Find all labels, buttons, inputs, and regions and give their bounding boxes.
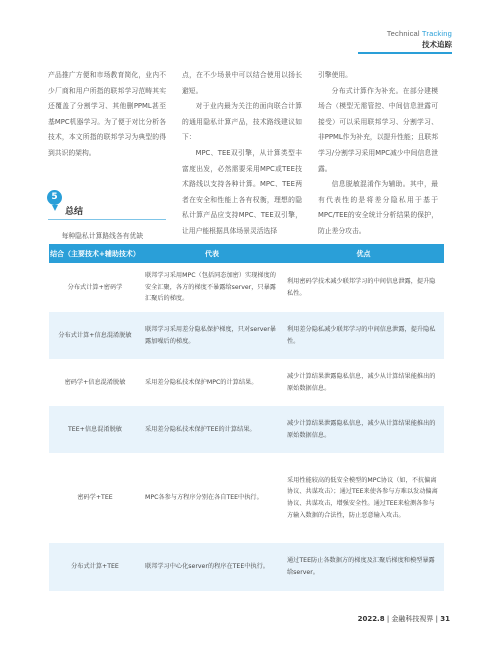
col2-paragraph-1: 点，在不少场景中可以结合使用以扬长避短。 (182, 71, 302, 95)
col1-paragraph-2: 每种隐私计算路线各有优缺 (61, 232, 144, 240)
table-header-representative: 代表 (141, 244, 283, 263)
table-cell-combination: 密码学+TEE (49, 453, 141, 543)
table-row (49, 312, 444, 359)
header-title-en (387, 29, 452, 38)
col3-paragraph-1: 引擎使用。 (318, 71, 352, 79)
table-cell-advantages: 利用差分隐私减少联邦学习的中间信息泄露，提升隐私性。 (283, 312, 444, 359)
table-cell-representative: 联邦学习采用MPC（包括同态加密）实现梯度的安全汇聚，各方的梯度不暴露给server，只暴露汇聚后的梯度。 (141, 263, 283, 312)
section-title: 总结 (65, 207, 84, 217)
table-cell-combination: 分布式计算+TEE (49, 543, 141, 591)
text-column-2 (182, 68, 302, 240)
header-title-cn: 技术追踪 (422, 40, 452, 49)
table-cell-combination: 分布式计算+信息混淆脱敏 (49, 312, 141, 359)
text-column-1-lower (48, 229, 166, 245)
table-row (49, 543, 444, 591)
header-title-en-prefix: Technical (386, 29, 422, 38)
table-header-combination: 结合（主要技术+辅助技术） (49, 244, 141, 263)
col2-paragraph-2: 对于业内最为关注的面向联合计算的通用隐私计算产品，技术路线建议如下： (182, 102, 302, 142)
table-cell-advantages: 减少计算结果泄露隐私信息，减少从计算结果能推出的原始数据信息。 (283, 359, 444, 406)
table-cell-advantages: 采用性能较高的低安全模型的MPC协议（如，不抗偏离协议、共谋攻击）；通过TEE来使各参与方难以发动偏离协议、共谋攻击，增强安全性。通过TEE来检测各参与方输入数据的合法性，防止恶意输入攻击。 (283, 453, 444, 543)
col1-paragraph-1: 产品推广方便和市场教育简化，业内不少厂商和用户所指的联邦学习范畴其实还覆盖了分割学习、其他删PPML甚至基MPC机器学习。为了便于对比分析各技术，本文所指的联邦学习为典型的得到共识的架构。 (48, 71, 166, 157)
header-title-en-accent: Tracking (421, 29, 452, 38)
table-cell-representative: MPC各参与方程序分别在各自TEE中执行。 (141, 453, 283, 543)
col2-paragraph-3: MPC、TEE双引擎，从计算类型丰富度出发，必然需要采用MPC或TEE技术路线以支持各种计算。MPC、TEE两者在安全和性能上各有权衡，理想的隐私计算产品应支持MPC、TEE双引擎，让用户能根据具体场景灵活选择 (182, 148, 302, 235)
section-badge-pointer-icon (52, 205, 58, 211)
table-cell-combination: 分布式计算+密码学 (49, 263, 141, 312)
table-cell-advantages: 减少计算结果泄露隐私信息，减少从计算结果能推出的原始数据信息。 (283, 406, 444, 453)
page-header (387, 29, 452, 50)
table-cell-combination: TEE+信息混淆脱敏 (49, 406, 141, 453)
footer-separator: | (386, 615, 392, 623)
text-column-1 (48, 68, 166, 162)
table-row (49, 359, 444, 406)
footer-page-number: 31 (440, 615, 450, 623)
footer-issue: 2022.8 (357, 615, 385, 623)
table-header-advantages: 优点 (283, 244, 444, 263)
table-row (49, 406, 444, 453)
footer-magazine: 金融科技视界 (391, 615, 434, 623)
table-cell-representative: 联邦学习中心化server的程序在TEE中执行。 (141, 543, 283, 591)
table-cell-representative: 联邦学习采用差分隐私保护梯度，只对server暴露加噪后的梯度。 (141, 312, 283, 359)
section-number-badge: 5 (47, 190, 62, 205)
table-cell-representative: 采用差分隐私技术保护TEE的计算结果。 (141, 406, 283, 453)
footer-separator: | (435, 615, 441, 623)
table-cell-combination: 密码学+信息混淆脱敏 (49, 359, 141, 406)
table-row (49, 453, 444, 543)
table-cell-advantages: 利用密码学技术减少联邦学习的中间信息泄露，提升隐私性。 (283, 263, 444, 312)
page-footer (358, 614, 450, 624)
comparison-table (49, 244, 444, 591)
header-divider (358, 52, 452, 54)
col3-paragraph-2: 分布式计算作为补充。在部分建模场合（模型无需管控、中间信息泄露可接受）可以采用联邦学习、分割学习、非PPML作为补充，以提升性能；且联邦学习/分割学习采用MPC减少中间信息泄露。 (318, 86, 438, 173)
table-cell-advantages: 通过TEE防止各数据方的梯度及汇聚后梯度和模型暴露给server。 (283, 543, 444, 591)
text-column-3 (318, 68, 438, 240)
table-row (49, 263, 444, 312)
section-divider (48, 219, 166, 220)
table-cell-representative: 采用差分隐私技术保护MPC的计算结果。 (141, 359, 283, 406)
col3-paragraph-3: 信息脱敏混淆作为辅助。其中，最有代表性的是将差分隐私用于基于MPC/TEE的安全统计分析结果的保护，防止差分攻击。 (318, 180, 438, 235)
table-header-row (49, 244, 444, 263)
